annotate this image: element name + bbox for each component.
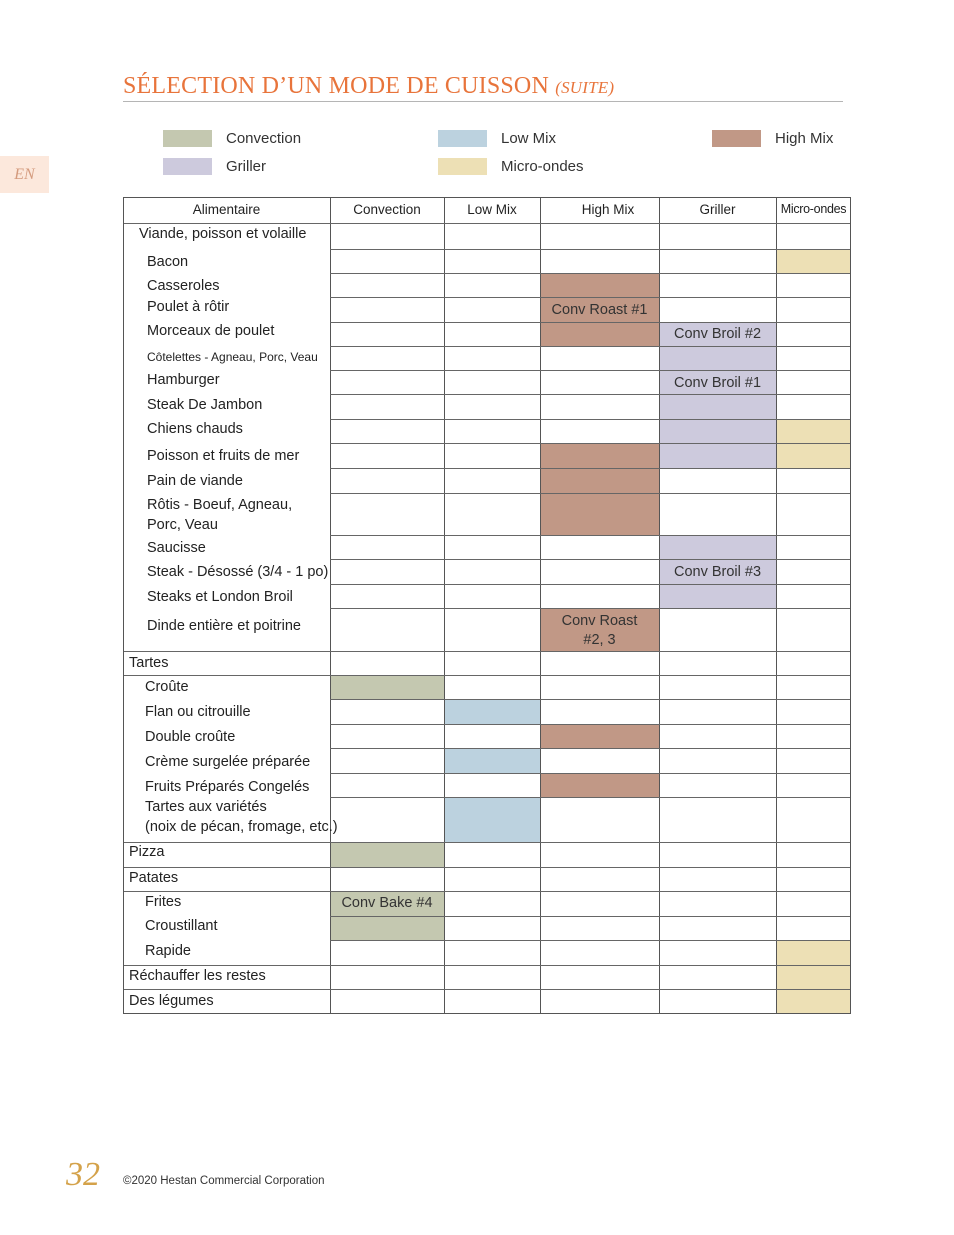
legend-label: Convection: [226, 129, 302, 147]
legend-convection: [163, 129, 301, 147]
legend-label: High Mix: [775, 129, 834, 147]
row-fruits: Fruits Préparés Congelés: [145, 779, 310, 795]
row-dinde: Dinde entière et poitrine: [147, 618, 301, 634]
header-convection: Convection: [353, 202, 421, 217]
page-title-suite: (SUITE): [555, 78, 615, 97]
legend-low-mix: [438, 129, 556, 147]
row-flan: Flan ou citrouille: [145, 704, 251, 720]
row-legumes: Des légumes: [129, 993, 214, 1009]
legend-swatch: [438, 158, 487, 175]
note-conv-broil-2: Conv Broil #2: [673, 326, 762, 342]
row-creme: Crème surgelée préparée: [145, 754, 311, 770]
language-tab[interactable]: EN: [0, 156, 49, 193]
row-poulet: Poulet à rôtir: [147, 299, 230, 315]
header-micro-ondes: Micro-ondes: [780, 202, 847, 216]
row-restes: Réchauffer les restes: [129, 968, 266, 984]
note-conv-roast-2-3-line2: #2, 3: [583, 632, 616, 648]
row-poisson: Poisson et fruits de mer: [147, 448, 300, 464]
copyright: ©2020 Hestan Commercial Corporation: [123, 1175, 325, 1187]
header-griller: Griller: [699, 202, 736, 217]
header-alimentaire: Alimentaire: [192, 202, 261, 217]
legend-swatch: [163, 130, 212, 147]
row-bacon: Bacon: [147, 254, 189, 270]
section-patates: Patates: [129, 870, 179, 886]
page-title-main: SÉLECTION D’UN MODE DE CUISSON: [123, 73, 549, 99]
row-steak-jambon: Steak De Jambon: [147, 397, 263, 413]
legend-label: Griller: [226, 157, 266, 175]
legend-label: Micro-ondes: [501, 157, 584, 175]
legend-swatch: [163, 158, 212, 175]
page-title: [123, 73, 843, 102]
row-chiens: Chiens chauds: [147, 421, 243, 437]
row-rotis: Rôtis - Boeuf, Agneau,: [147, 497, 293, 513]
section-tartes: Tartes: [129, 655, 169, 671]
section-viande: Viande, poisson et volaille: [139, 226, 307, 242]
legend-label: Low Mix: [501, 129, 557, 147]
note-conv-roast-1: Conv Roast #1: [551, 302, 648, 318]
page-number: 32: [66, 1156, 100, 1193]
row-saucisse: Saucisse: [147, 540, 206, 556]
note-conv-broil-3: Conv Broil #3: [673, 564, 762, 580]
legend-high-mix: [712, 129, 833, 147]
row-croute: Croûte: [145, 679, 189, 695]
row-steaks-london: Steaks et London Broil: [147, 589, 293, 605]
row-hamburger: Hamburger: [147, 372, 220, 388]
header-high-mix: High Mix: [581, 202, 635, 217]
legend-micro-ondes: [438, 157, 584, 175]
note-conv-broil-1: Conv Broil #1: [673, 375, 762, 391]
row-pizza: Pizza: [129, 844, 165, 860]
row-steak-desosse: Steak - Désossé (3/4 - 1 po): [147, 564, 329, 580]
header-low-mix: Low Mix: [467, 202, 517, 217]
row-tartes-varietes: Tartes aux variétés: [145, 799, 267, 815]
row-rotis-line2: Porc, Veau: [147, 517, 218, 533]
note-conv-bake-4: Conv Bake #4: [341, 895, 433, 911]
row-morceaux: Morceaux de poulet: [147, 323, 275, 339]
legend-griller: [163, 157, 266, 175]
row-pain: Pain de viande: [147, 473, 243, 489]
row-cotelettes: Côtelettes - Agneau, Porc, Veau: [147, 350, 318, 364]
row-frites: Frites: [145, 894, 182, 910]
row-double-croute: Double croûte: [145, 729, 236, 745]
row-casseroles: Casseroles: [147, 278, 220, 294]
note-conv-roast-2-3: Conv Roast: [561, 613, 638, 629]
cooking-mode-table: [123, 197, 851, 1014]
legend-swatch: [712, 130, 761, 147]
legend-swatch: [438, 130, 487, 147]
row-rapide: Rapide: [145, 943, 191, 959]
row-tartes-varietes-line2: (noix de pécan, fromage, etc.): [145, 819, 338, 835]
row-croustillant: Croustillant: [145, 918, 218, 934]
